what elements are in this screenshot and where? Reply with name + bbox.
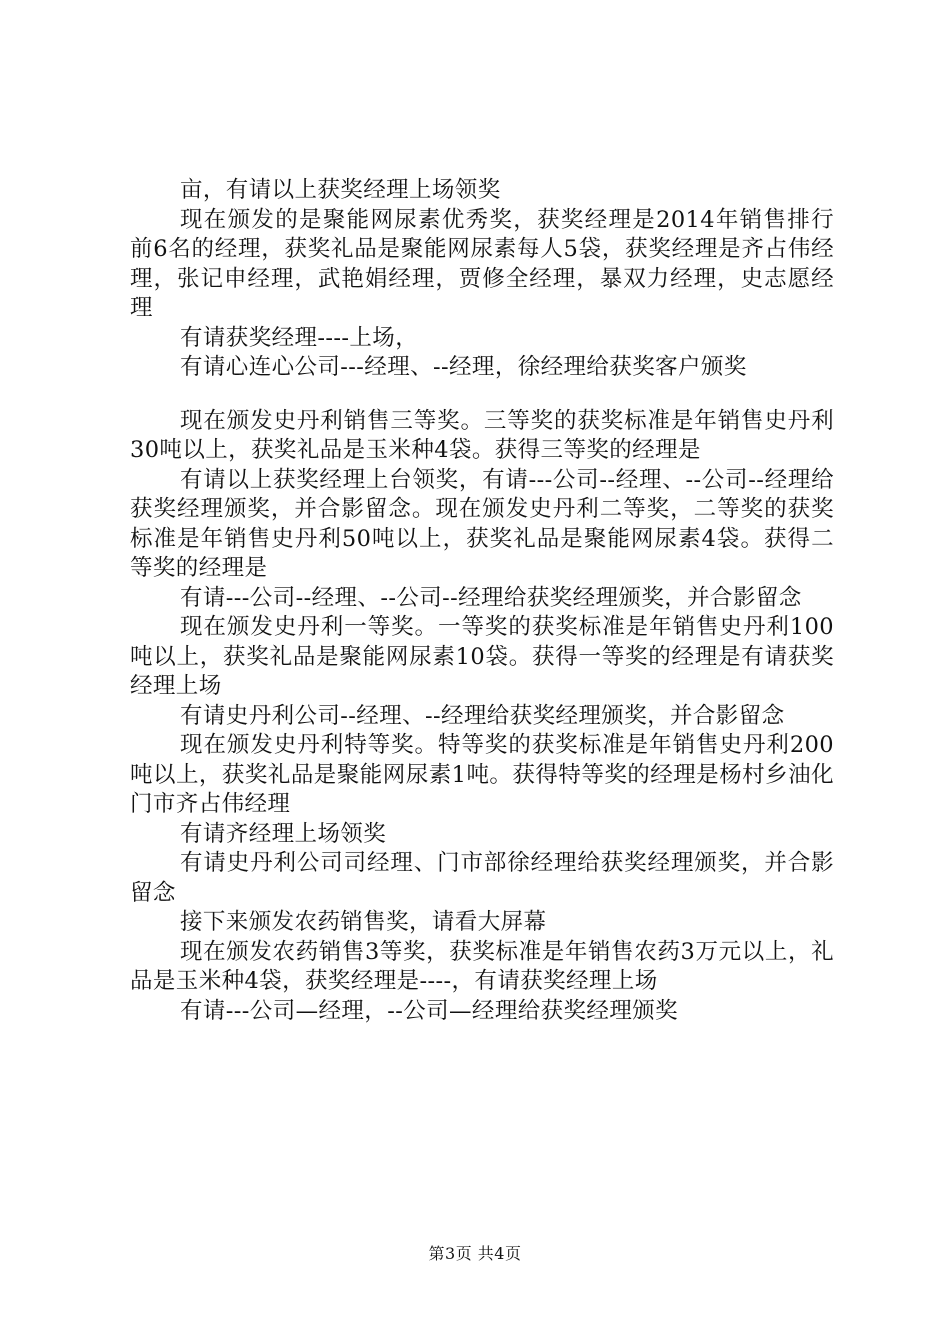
- page-number-footer: 第3页 共4页: [428, 1244, 522, 1263]
- paragraph: 有请---公司--经理、--公司--经理给获奖经理颁奖，并合影留念: [180, 584, 802, 611]
- document-body: [130, 176, 834, 1026]
- paragraph: 有请获奖经理----上场，: [180, 324, 419, 351]
- paragraph: 有请以上获奖经理上台领奖，有请---公司--经理、--公司--经理给获奖经理颁奖，并合影留念。现在颁发史丹利二等奖，二等奖的获奖标准是年销售史丹利50吨以上，获奖礼品是聚能网尿素4袋。获得二等奖的经理是: [130, 466, 834, 581]
- paragraph: 现在颁发农药销售3等奖，获奖标准是年销售农药3万元以上，礼品是玉米种4袋，获奖经理是----，有请获奖经理上场: [130, 938, 834, 994]
- paragraph: 现在颁发史丹利一等奖。一等奖的获奖标准是年销售史丹利100吨以上，获奖礼品是聚能网尿素10袋。获得一等奖的经理是有请获奖经理上场: [130, 614, 834, 699]
- paragraph: 现在颁发的是聚能网尿素优秀奖，获奖经理是2014年销售排行前6名的经理，获奖礼品是聚能网尿素每人5袋，获奖经理是齐占伟经理，张记申经理，武艳娟经理，贾修全经理，暴双力经理，史志愿经理: [130, 206, 834, 321]
- paragraph: 有请史丹利公司--经理、--经理给获奖经理颁奖，并合影留念: [180, 702, 785, 729]
- paragraph: 现在颁发史丹利特等奖。特等奖的获奖标准是年销售史丹利200吨以上，获奖礼品是聚能网尿素1吨。获得特等奖的经理是杨村乡油化门市齐占伟经理: [130, 732, 834, 817]
- paragraph: 现在颁发史丹利销售三等奖。三等奖的获奖标准是年销售史丹利30吨以上，获奖礼品是玉米种4袋。获得三等奖的经理是: [130, 407, 834, 463]
- paragraph: 有请---公司—经理，--公司—经理给获奖经理颁奖: [180, 997, 679, 1024]
- paragraph: 有请齐经理上场领奖: [180, 820, 387, 847]
- paragraph: 亩，有请以上获奖经理上场领奖: [180, 177, 501, 203]
- paragraph: 有请史丹利公司司经理、门市部徐经理给获奖经理颁奖，并合影留念: [130, 850, 834, 906]
- paragraph: 接下来颁发农药销售奖，请看大屏幕: [180, 909, 547, 935]
- paragraph: 有请心连心公司---经理、--经理，徐经理给获奖客户颁奖: [180, 354, 747, 380]
